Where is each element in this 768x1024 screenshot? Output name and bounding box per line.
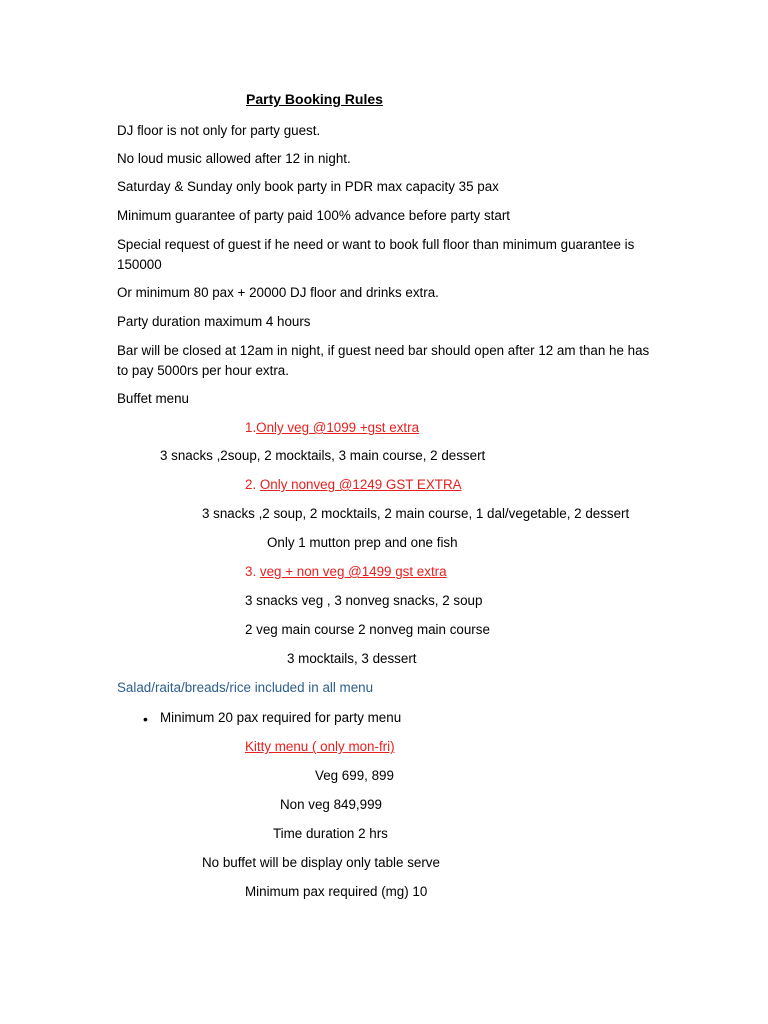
included-note: Salad/raita/breads/rice included in all menu [117, 680, 374, 695]
menu3-heading [245, 563, 447, 581]
menu3-item: 2 veg main course 2 nonveg main course [245, 622, 490, 637]
menu3-item: 3 mocktails, 3 dessert [287, 651, 417, 666]
menu2-heading [245, 476, 462, 494]
kitty-heading-text: Kitty menu ( only mon-fri) [245, 739, 395, 754]
rule-line: to pay 5000rs per hour extra. [117, 363, 289, 378]
menu3-item: 3 snacks veg , 3 nonveg snacks, 2 soup [245, 593, 483, 608]
kitty-line: Time duration 2 hrs [273, 826, 388, 841]
menu1-item: 3 snacks ,2soup, 2 mocktails, 3 main course, 2 dessert [160, 448, 486, 463]
rule-line: Special request of guest if he need or want to book full floor than minimum guarantee is [117, 237, 635, 252]
kitty-line: No buffet will be display only table serve [202, 855, 440, 870]
kitty-line: Minimum pax required (mg) 10 [245, 884, 428, 899]
rule-line: Or minimum 80 pax + 20000 DJ floor and drinks extra. [117, 285, 439, 300]
kitty-line: Non veg 849,999 [280, 797, 382, 812]
bullet-icon: • [143, 711, 148, 727]
rule-line: No loud music allowed after 12 in night. [117, 151, 351, 166]
menu1-heading [245, 419, 419, 437]
menu1-heading-text: Only veg @1099 +gst extra [256, 420, 420, 435]
bullet-item: Minimum 20 pax required for party menu [160, 710, 402, 725]
menu2-heading-prefix: 2. [245, 477, 260, 492]
menu2-item: 3 snacks ,2 soup, 2 mocktails, 2 main course, 1 dal/vegetable, 2 dessert [202, 506, 630, 521]
rule-line: 150000 [117, 257, 162, 272]
rule-line: Minimum guarantee of party paid 100% advance before party start [117, 208, 511, 223]
rule-line: Saturday & Sunday only book party in PDR max capacity 35 pax [117, 179, 499, 194]
menu3-heading-text: veg + non veg @1499 gst extra [259, 564, 447, 579]
buffet-menu-label: Buffet menu [117, 391, 189, 406]
kitty-heading [245, 738, 395, 756]
menu3-heading-prefix: 3. [245, 564, 260, 579]
menu2-item: Only 1 mutton prep and one fish [267, 535, 458, 550]
menu2-heading-text: Only nonveg @1249 GST EXTRA [259, 477, 462, 492]
page-title: Party Booking Rules [246, 91, 383, 107]
rule-line: Bar will be closed at 12am in night, if guest need bar should open after 12 am than he has [117, 343, 650, 358]
kitty-line: Veg 699, 899 [315, 768, 394, 783]
menu1-heading-prefix: 1. [245, 420, 257, 435]
rule-line: Party duration maximum 4 hours [117, 314, 311, 329]
rule-line: DJ floor is not only for party guest. [117, 123, 321, 138]
